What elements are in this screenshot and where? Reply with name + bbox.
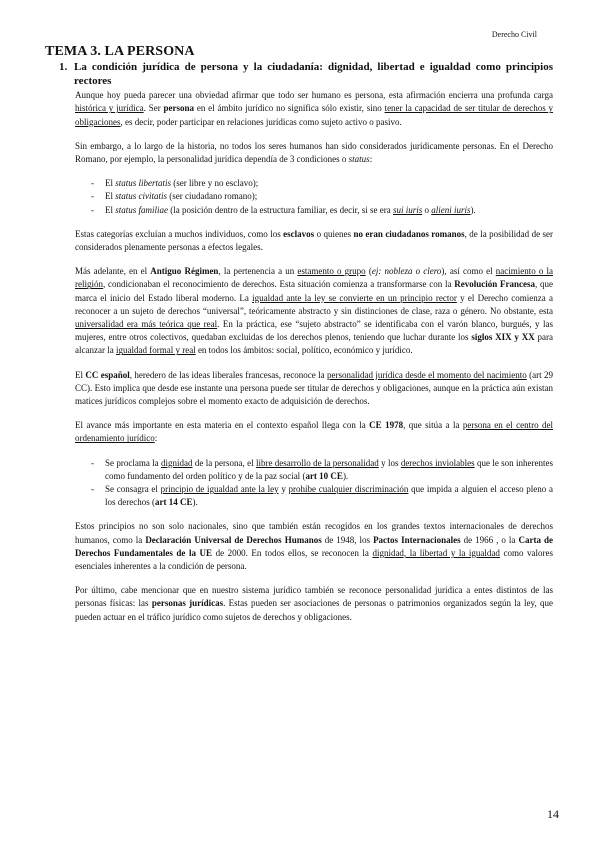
paragraph-1: Aunque hoy pueda parecer una obviedad afirmar que todo ser humano es persona, esta afirmación encierra una profunda carga histórica y jurídica. Ser persona en el ámbito jurídico no significa sólo existir, sino tener la capacidad de ser titular de derechos y obligaciones, es decir, poder participar en relaciones jurídicas como sujeto activo o pasivo.	[75, 90, 554, 127]
paragraph-2: Sin embargo, a lo largo de la historia, no todos los seres humanos han sido considerados jurídicamente personas. En el Derecho Romano, por ejemplo, la personalidad jurídica dependía de 3 condiciones o status:	[75, 140, 553, 164]
list-item: - El status familiae (la posición dentro de la estructura familiar, es decir, si se era sui iuris o alieni iuris).	[105, 204, 553, 217]
section-number: 1.	[59, 61, 68, 73]
paragraph-8: Por último, cabe mencionar que en nuestro sistema jurídico también se reconoce personalidad jurídica a entes distintos de las personas físicas: las personas jurídicas. Estas pueden ser asociaciones de personas o patrimonios organizados según la ley, que pueden actuar en el tráfico jurídico como sujetos de derechos y obligaciones.	[75, 585, 553, 622]
paragraph-7: Estos principios no son solo nacionales, sino que también están recogidos en los grandes textos internacionales de derechos humanos, como la Declaración Universal de Derechos Humanos de 1948, los Pactos Internacionales de 1966 , o la Carta de Derechos Fundamentales de la UE de 2000. En todos ellos, se reconocen la dignidad, la libertad y la igualdad como valores esenciales inherentes a la condición de persona.	[75, 521, 553, 572]
list-item: - El status libertatis (ser libre y no esclavo);	[105, 177, 553, 190]
section-heading	[59, 61, 553, 88]
list-item: - Se consagra el principio de igualdad ante la ley y prohíbe cualquier discriminación que impida a alguien el acceso pleno a los derechos (art 14 CE).	[105, 483, 553, 509]
page-number: 14	[547, 807, 559, 821]
list-item: - Se proclama la dignidad de la persona, el libre desarrollo de la personalidad y los derechos inviolables que le son inherentes como fundamento del orden político y de la paz social (art 10 CE).	[105, 457, 553, 483]
document-title: TEMA 3. LA PERSONA	[45, 44, 195, 59]
status-list	[45, 177, 553, 217]
ce-principles-list	[45, 457, 553, 510]
page-header: Derecho Civil	[491, 30, 537, 39]
paragraph-3: Estas categorías excluían a muchos individuos, como los esclavos o quienes no eran ciudadanos romanos, de la posibilidad de ser considerados plenamente personas a efectos legales.	[75, 228, 553, 253]
section-title: La condición jurídica de persona y la ciudadanía: dignidad, libertad e igualdad como principios rectores	[74, 61, 553, 87]
paragraph-5: El CC español, heredero de las ideas liberales francesas, reconoce la personalidad jurídica desde el momento del nacimiento (art 29 CC). Esto implica que desde ese instante una persona puede ser titular de derechos y obligaciones, aunque en la práctica aún existan matices jurídicos complejos sobre el momento exacto de adquisición de derechos.	[75, 369, 553, 407]
paragraph-4: Más adelante, en el Antiguo Régimen, la pertenencia a un estamento o grupo (ej: nobleza o clero), así como el nacimiento o la religión, condicionaban el reconocimiento de derechos. Esta situación comienza a transformarse con la Revolución Francesa, que marca el inicio del Estado liberal moderno. La igualdad ante la ley se convierte en un principio rector y el Derecho comienza a reconocer a un sujeto de derechos “universal”, teóricamente abstracto y sin distinciones de clase, raza o género. No obstante, esta universalidad era más teórica que real. En la práctica, ese “sujeto abstracto” se identificaba con el varón blanco, burgués, y las mujeres, entre otros colectivos, quedaban excluidas de los derechos plenos, teniendo que luchar durante los siglos XIX y XX para alcanzar la igualdad formal y real en todos los ámbitos: social, político, económico y jurídico.	[75, 266, 554, 356]
document-body	[45, 44, 553, 635]
paragraph-6: El avance más importante en esta materia en el contexto español llega con la CE 1978, que sitúa a la persona en el centro del ordenamiento jurídico:	[75, 420, 553, 444]
list-item: - El status civitatis (ser ciudadano romano);	[105, 190, 553, 203]
